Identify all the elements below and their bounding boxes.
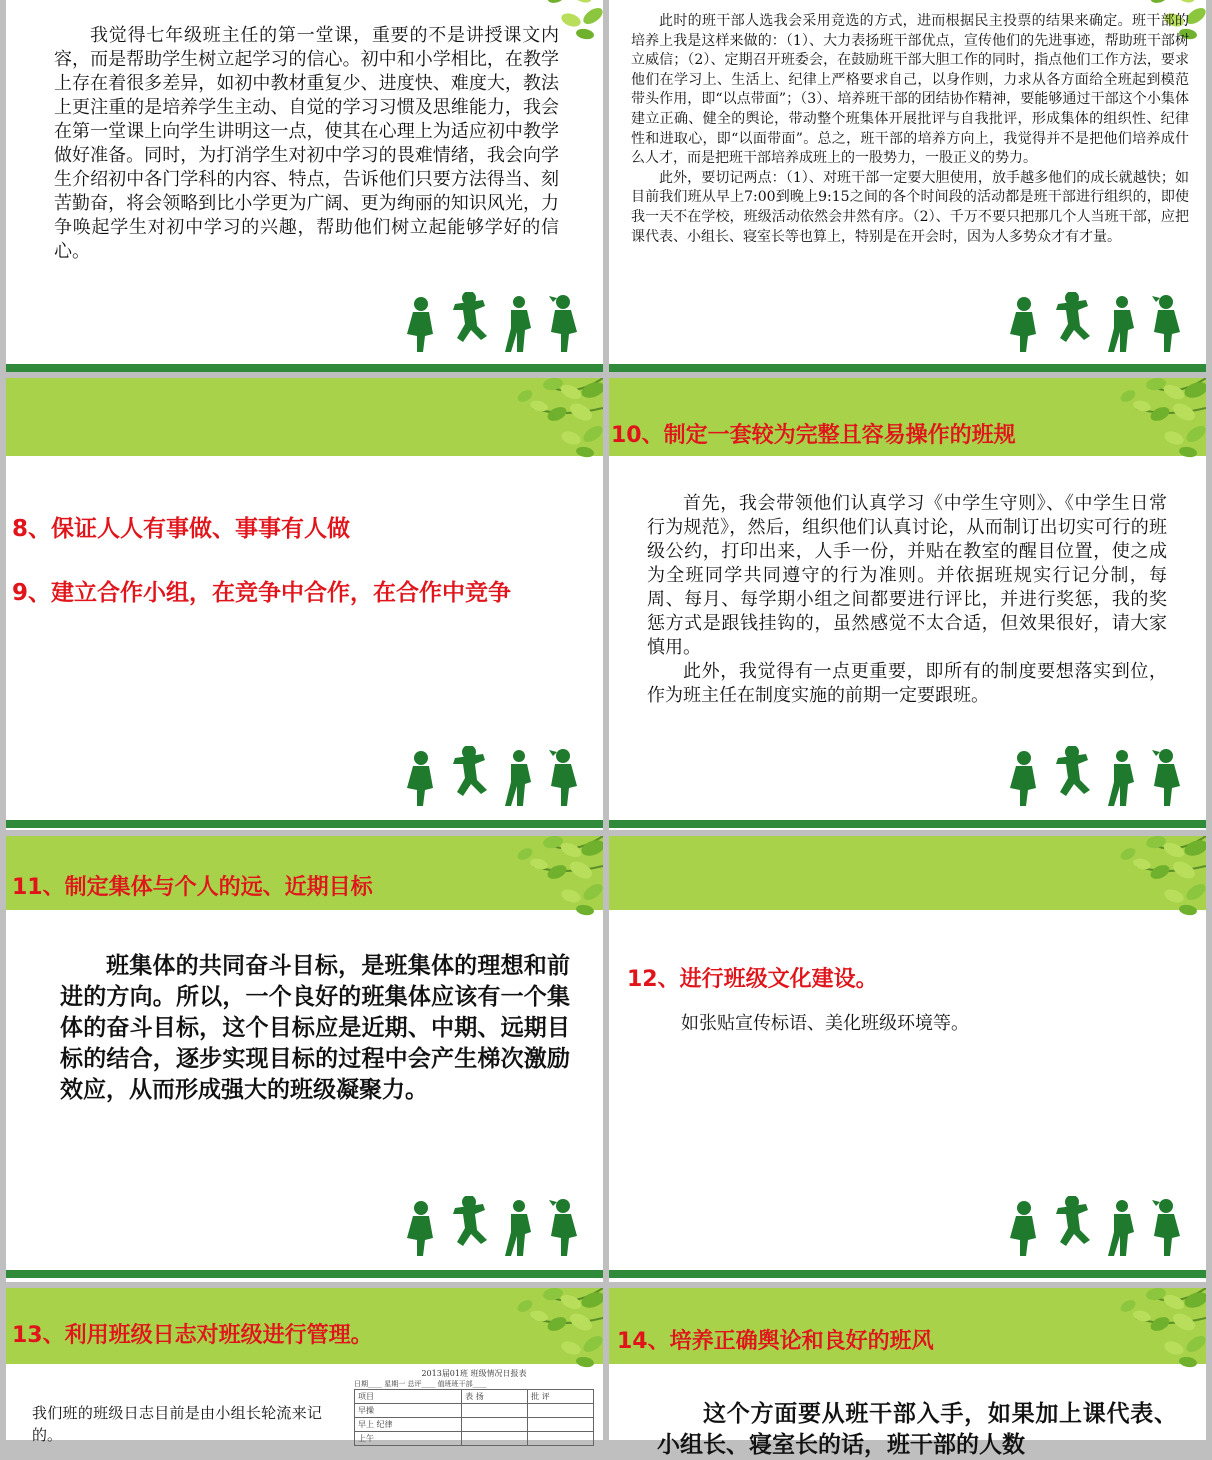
- children-silhouette-icon: [401, 746, 591, 808]
- log-header-cell: 项目: [355, 1390, 462, 1404]
- slide-2: [609, 0, 1206, 372]
- slide-1-paragraph: 我觉得七年级班主任的第一堂课，重要的不是讲授课文内容，而是帮助学生树立起学习的信心。初中和小学相比，在教学上存在着很多差异，如初中教材重复少、进度快、难度大，教法上更注重的是培养学生主动、自觉的学习习惯及思维能力，我会在第一堂课上向学生讲明这一点，使其在心理上为适应初中教学做好准备。同时，为打消学生对初中学习的畏难情绪，我会向学生介绍初中各门学科的内容、特点，告诉他们只要方法得当、刻苦勤奋，将会领略到比小学更为广阔、更为绚丽的知识风光，力争唤起学生对初中学习的兴趣，帮助他们树立起能够学好的信心。: [54, 25, 559, 262]
- slide-6-title: 12、进行班级文化建设。: [627, 967, 878, 992]
- slide-5-title: 11、制定集体与个人的远、近期目标: [12, 875, 373, 900]
- bottom-line: [609, 364, 1206, 372]
- children-silhouette-icon: [1004, 746, 1194, 808]
- log-header-cell: 表 扬: [462, 1390, 528, 1404]
- log-subtitle: 日期____ 星期一 总评____ 值班班干部____: [354, 1380, 487, 1388]
- slide-7: [6, 1288, 603, 1444]
- slide-4-title: 10、制定一套较为完整且容易操作的班规: [611, 423, 1016, 448]
- log-cell: [462, 1432, 528, 1446]
- slide-5-paragraph: 班集体的共同奋斗目标，是班集体的理想和前进的方向。所以，一个良好的班集体应该有一个集体的奋斗目标，这个目标应是近期、中期、远期目标的结合，逐步实现目标的过程中会产生梯次激励效应，从而形成强大的班级凝聚力。: [60, 952, 570, 1103]
- bottom-line: [6, 364, 603, 372]
- slide-8-paragraph: 这个方面要从班干部入手，如果加上课代表、小组长、寝室长的话，班干部的人数: [657, 1400, 1177, 1458]
- log-cell: [528, 1404, 594, 1418]
- log-cell: [528, 1418, 594, 1432]
- slide-5-body: [60, 950, 570, 1105]
- class-log-form: [354, 1368, 594, 1446]
- slide-4-paragraph-1: 首先，我会带领他们认真学习《中学生守则》、《中学生日常行为规范》，然后，组织他们认真讨论，从而制订出切实可行的班级公约，打印出来，人手一份，并贴在教室的醒目位置，使之成为全班同学共同遵守的行为准则。并依据班规实行记分制，每周、每月、每学期小组之间都要进行评比，并进行奖惩，我的奖惩方式是跟钱挂钩的，虽然感觉不太合适，但效果很好，请大家慎用。: [647, 493, 1167, 658]
- slide-3-item-8: 8、保证人人有事做、事事有人做: [12, 516, 351, 542]
- log-cell: [462, 1418, 528, 1432]
- slide-1-body: [54, 24, 559, 264]
- slide-4-body: [647, 492, 1167, 708]
- log-table: [354, 1389, 594, 1446]
- slide-8-body: [657, 1398, 1177, 1460]
- slide-7-paragraph: 我们班的班级日志目前是由小组长轮流来记的。: [32, 1404, 322, 1444]
- bottom-line: [6, 820, 603, 828]
- children-silhouette-icon: [401, 292, 591, 354]
- slide-2-body: [631, 12, 1189, 247]
- children-silhouette-icon: [401, 1196, 591, 1258]
- slide-6-body: [681, 1012, 1161, 1036]
- leaves-decoration-icon: [453, 378, 603, 458]
- slide-2-paragraph-2: 此外，要切记两点：（1）、对班干部一定要大胆使用，放手越多他们的成长就越快；如目前我们班从早上7:00到晚上9:15之间的各个时间段的活动都是班干部进行组织的，即使我一天不在学校，班级活动依然会井然有序。（2）、千万不要只把那几个人当班干部，应把课代表、小组长、寝室长等也算上，特别是在开会时，因为人多势众才有才量。: [631, 169, 1189, 245]
- leaves-decoration-icon: [453, 1288, 603, 1368]
- log-header-cell: 批 评: [528, 1390, 594, 1404]
- children-silhouette-icon: [1004, 1196, 1194, 1258]
- slide-8: [609, 1288, 1206, 1458]
- slide-8-title: 14、培养正确舆论和良好的班风: [617, 1329, 934, 1354]
- leaves-decoration-icon: [1056, 836, 1206, 916]
- log-cell: [462, 1404, 528, 1418]
- slide-1: [6, 0, 603, 372]
- log-row-label: 早操: [355, 1404, 462, 1418]
- slide-7-title: 13、利用班级日志对班级进行管理。: [12, 1323, 373, 1348]
- log-title: 2013届01班 班级情况日报表: [421, 1369, 527, 1378]
- bottom-line: [609, 1270, 1206, 1278]
- bottom-line: [6, 1270, 603, 1278]
- slide-5: [6, 836, 603, 1282]
- slide-3-item-9: 9、建立合作小组，在竞争中合作，在合作中竞争: [12, 580, 512, 606]
- slide-4: [609, 378, 1206, 830]
- slide-2-paragraph-1: 此时的班干部人选我会采用竞选的方式，进而根据民主投票的结果来确定。班干部的培养上我是这样来做的：（1）、大力表扬班干部优点，宣传他们的先进事迹，帮助班干部树立威信；（2）、定期召开班委会，在鼓励班干部大胆工作的同时，指点他们工作方法，要求他们在学习上、生活上、纪律上严格要求自己，以身作则，力求从各方面给全班起到模范带头作用，即“以点带面”；（3）、培养班干部的团结协作精神，要能够通过干部这个小集体建立正确、健全的舆论，带动整个班集体开展批评与自我批评，形成集体的组织性、纪律性和进取心，即“以面带面”。总之，班干部的培养方向上，我觉得并不是把他们培养成什么人才，而是把班干部培养成班上的一股势力，一股正义的势力。: [631, 13, 1189, 167]
- bottom-line: [609, 820, 1206, 828]
- log-row-label: 上午: [355, 1432, 462, 1446]
- leaves-decoration-icon: [453, 836, 603, 916]
- slide-3: [6, 378, 603, 830]
- log-cell: [528, 1432, 594, 1446]
- leaves-decoration-icon: [1056, 378, 1206, 458]
- slide-6: [609, 836, 1206, 1282]
- slide-6-paragraph: 如张贴宣传标语、美化班级环境等。: [681, 1013, 969, 1034]
- slide-7-body: [32, 1402, 322, 1446]
- leaves-decoration-icon: [1056, 1288, 1206, 1368]
- slide-4-paragraph-2: 此外，我觉得有一点更重要，即所有的制度要想落实到位，作为班主任在制度实施的前期一定要跟班。: [647, 661, 1167, 706]
- children-silhouette-icon: [1004, 292, 1194, 354]
- log-row-label: 早上 纪律: [355, 1418, 462, 1432]
